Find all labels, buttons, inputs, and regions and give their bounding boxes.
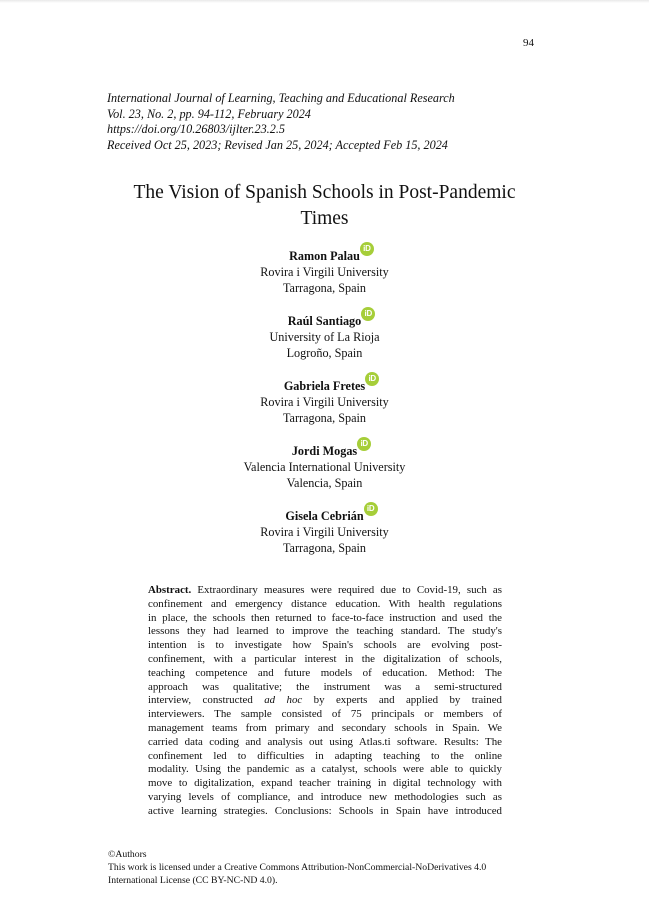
- author-name-text: Ramon Palau: [289, 249, 360, 263]
- author-name: [289, 244, 371, 264]
- abstract-text: interview, constructed: [148, 694, 253, 707]
- author-location: Tarragona, Spain: [282, 280, 367, 295]
- author-entry: [100, 374, 549, 442]
- journal-dates: Received Oct 25, 2023; Revised Jan 25, 2024; Accepted Feb 15, 2024: [107, 137, 448, 152]
- license-footer: [108, 848, 486, 887]
- author-affiliation: Valencia International University: [243, 460, 406, 474]
- abstract-text: carried data coding and analysis out using Atlas.ti software. Results: The: [148, 735, 502, 748]
- author-entry: [100, 244, 549, 312]
- journal-header: [107, 91, 455, 153]
- journal-volume-info: Vol. 23, No. 2, pp. 94-112, February 2024: [107, 106, 311, 121]
- author-location: Logroño, Spain: [286, 345, 363, 360]
- copyright-notice: ©Authors: [108, 849, 147, 860]
- orcid-icon[interactable]: iD: [364, 502, 378, 516]
- abstract-text: interviewers. The sample consisted of 75 principals or members of: [148, 708, 502, 721]
- abstract-line: [148, 736, 502, 750]
- abstract-text: confinement and emergency distance education. With health regulations: [148, 597, 502, 610]
- abstract-line: [148, 625, 502, 639]
- journal-name: International Journal of Learning, Teaching and Educational Research: [107, 91, 455, 105]
- abstract-line: [148, 681, 502, 695]
- abstract-text: management teams from primary and secondary schools in Spain. We: [148, 721, 502, 734]
- paper-title-line-2: Times: [300, 208, 349, 229]
- orcid-icon[interactable]: iD: [357, 437, 371, 451]
- author-entry: [100, 439, 549, 507]
- abstract-line: [148, 791, 502, 805]
- author-name-text: Gabriela Fretes: [283, 379, 366, 393]
- page-number: 94: [523, 37, 534, 49]
- abstract-line: [148, 667, 502, 681]
- abstract-line: [148, 708, 502, 722]
- abstract-line: [148, 584, 502, 598]
- author-location: Tarragona, Spain: [282, 540, 367, 555]
- orcid-icon[interactable]: iD: [365, 372, 379, 386]
- orcid-icon[interactable]: iD: [361, 307, 375, 321]
- abstract-text: active learning strategies. Conclusions: Schools in Spain have introduced: [148, 804, 502, 817]
- abstract-line: [148, 694, 502, 708]
- abstract-text: in place, the schools then returned to face-to-face instruction and used the: [148, 611, 502, 624]
- abstract-line: [148, 598, 502, 612]
- abstract-text: confinement led to difficulties in adapting teaching to the online: [148, 749, 502, 762]
- abstract-text: varying levels of compliance, and introduce new methodologies such as: [148, 790, 502, 803]
- paper-title: [100, 180, 549, 232]
- author-name: [283, 374, 376, 394]
- journal-doi-link[interactable]: https://doi.org/10.26803/ijlter.23.2.5: [107, 122, 285, 137]
- abstract-text: by experts and applied by trained: [313, 694, 502, 707]
- abstract-line: [148, 639, 502, 653]
- abstract-text: teaching competence and future models of education. Method: The: [148, 666, 502, 679]
- paper-title-line-1: The Vision of Spanish Schools in Post-Pandemic: [133, 182, 516, 203]
- abstract-text: move to digitalization, expand teacher training in digital technology with: [148, 777, 502, 790]
- abstract-text: modality. Using the pandemic as a catalyst, schools were able to quickly: [148, 763, 502, 776]
- author-location: Tarragona, Spain: [282, 410, 367, 425]
- abstract-line: [148, 763, 502, 777]
- author-entry: [100, 309, 549, 377]
- abstract-line: [148, 722, 502, 736]
- author-name: [285, 504, 375, 524]
- orcid-icon[interactable]: iD: [360, 242, 374, 256]
- abstract-label: Abstract.: [148, 584, 192, 596]
- author-affiliation: Rovira i Virgili University: [260, 525, 389, 539]
- abstract-line: [148, 653, 502, 667]
- abstract-text: approach was qualitative; the instrument was a semi-structured: [148, 680, 502, 693]
- abstract-line: [148, 805, 502, 819]
- abstract-text: intention is to investigate how Spain's schools are evolving post-: [148, 639, 502, 652]
- author-name: [287, 309, 372, 329]
- abstract-text: Extraordinary measures were required due to Covid-19, such as: [191, 584, 502, 596]
- abstract-text: confinement, with a particular interest in the digitalization of schools,: [148, 652, 502, 665]
- author-affiliation: Rovira i Virgili University: [260, 265, 389, 279]
- author-affiliation: Rovira i Virgili University: [260, 395, 389, 409]
- abstract-line: [148, 777, 502, 791]
- author-affiliation: University of La Rioja: [269, 330, 380, 344]
- abstract-text: lessons they had learned to improve the teaching standard. The study's: [148, 625, 502, 638]
- author-entry: [100, 504, 549, 572]
- author-name-text: Gisela Cebrián: [285, 509, 364, 523]
- author-list: [100, 244, 549, 572]
- license-text-line-2: International License (CC BY-NC-ND 4.0).: [108, 875, 278, 886]
- author-location: Valencia, Spain: [286, 475, 363, 490]
- abstract-line: [148, 750, 502, 764]
- abstract-italic-phrase: ad hoc: [264, 694, 303, 707]
- author-name-text: Raúl Santiago: [287, 314, 362, 328]
- license-text-line-1: This work is licensed under a Creative Commons Attribution-NonCommercial-NoDerivatives 4.0: [108, 862, 487, 873]
- author-name: [291, 439, 368, 459]
- abstract: [148, 584, 502, 819]
- page-top-edge: [0, 0, 649, 3]
- author-name-text: Jordi Mogas: [291, 444, 358, 458]
- abstract-line: [148, 612, 502, 626]
